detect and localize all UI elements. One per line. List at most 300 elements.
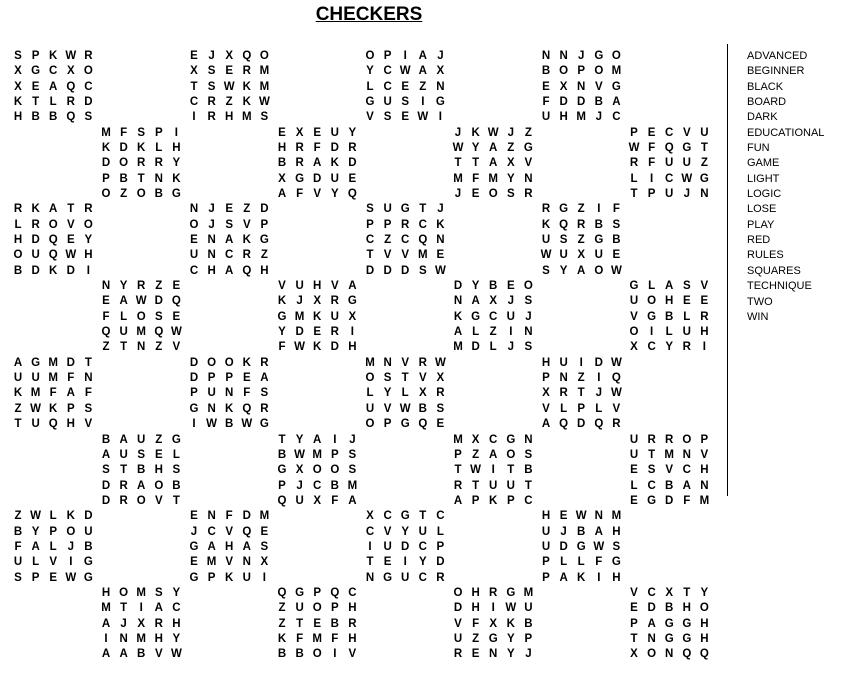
grid-letter: Q [48,249,58,262]
word-list-item: WIN [747,310,769,323]
grid-letter: N [101,280,111,293]
grid-letter: N [383,356,392,369]
grid-letter: U [119,326,128,339]
grid-letter: C [489,433,498,446]
grid-letter: D [665,494,674,507]
grid-letter: B [13,525,23,538]
grid-letter: R [295,142,304,155]
grid-letter: R [682,341,691,354]
grid-letter: E [260,525,269,538]
grid-letter: W [628,142,640,155]
grid-letter: Y [506,648,515,661]
grid-letter: B [137,464,146,477]
grid-letter: S [102,464,110,477]
word-list-item: RED [747,234,771,247]
grid-letter: L [577,556,585,569]
grid-letter: P [366,218,374,231]
grid-letter: V [665,464,674,477]
grid-letter: D [189,372,199,385]
grid-letter: M [611,510,622,523]
grid-letter: P [330,448,339,461]
grid-letter: J [454,188,462,201]
grid-letter: J [437,50,444,62]
grid-letter: D [559,96,568,109]
grid-letter: I [174,126,178,139]
grid-letter: H [700,617,709,630]
word-list-item: BOARD [747,96,787,109]
grid-letter: X [225,50,234,62]
grid-letter: N [524,172,533,185]
grid-letter: A [49,80,58,93]
grid-letter: E [313,326,322,339]
grid-letter: J [507,295,514,308]
grid-letter: Z [155,341,163,354]
grid-letter: F [49,387,57,400]
grid-letter: B [277,157,287,170]
grid-letter: N [524,433,533,446]
grid-letter: R [559,387,568,400]
grid-letter: O [83,218,93,231]
grid-letter: R [242,65,251,78]
grid-letter: E [401,80,410,93]
grid-letter: C [665,172,674,185]
grid-letter: O [647,648,657,661]
grid-letter: A [207,540,216,553]
grid-letter: Y [172,157,181,170]
grid-letter: Z [120,188,128,201]
grid-letter: E [313,617,322,630]
grid-letter: X [436,65,445,78]
grid-letter: Q [347,188,357,201]
grid-letter: U [31,418,40,431]
grid-letter: H [154,464,163,477]
grid-letter: C [489,310,498,323]
grid-letter: V [225,525,234,538]
grid-letter: I [491,464,495,477]
grid-letter: U [383,540,392,553]
grid-letter: C [365,234,375,247]
grid-letter: L [32,556,40,569]
grid-letter: K [313,341,322,354]
grid-letter: E [612,249,621,262]
grid-letter: K [489,494,498,507]
grid-letter: A [418,65,427,78]
grid-letter: C [612,111,621,124]
grid-letter: N [700,188,709,201]
grid-letter: J [525,648,532,661]
grid-letter: I [579,356,583,369]
grid-letter: U [682,157,691,170]
grid-letter: E [190,234,198,247]
grid-letter: U [665,188,674,201]
grid-letter: W [681,172,693,185]
grid-letter: B [577,525,586,538]
grid-letter: E [154,448,163,461]
grid-letter: V [630,586,638,599]
grid-letter: Q [242,264,252,277]
grid-letter: T [700,142,708,155]
grid-letter: W [399,65,411,78]
grid-letter: L [683,310,691,323]
grid-letter: C [172,602,181,615]
grid-letter: C [225,249,234,262]
grid-letter: E [348,172,357,185]
grid-letter: O [189,218,199,231]
grid-letter: U [541,525,551,538]
grid-letter: V [612,402,621,415]
grid-letter: O [312,648,322,661]
grid-letter: D [84,510,93,523]
grid-letter: V [172,341,181,354]
grid-letter: H [313,280,322,293]
grid-letter: D [154,295,163,308]
grid-letter: G [400,203,410,216]
grid-letter: W [30,402,42,415]
word-list-item: LOSE [747,203,777,216]
grid-letter: S [436,402,445,415]
grid-letter: V [630,310,638,323]
grid-letter: D [453,280,463,293]
grid-letter: U [137,433,146,446]
grid-letter: Y [366,65,374,78]
grid-letter: Q [242,525,252,538]
grid-letter: C [189,264,199,277]
grid-letter: D [101,157,111,170]
grid-letter: U [629,295,639,308]
word-list-item: PLAY [747,218,775,231]
grid-letter: T [120,602,128,615]
grid-letter: T [577,387,585,400]
grid-letter: H [225,540,234,553]
grid-letter: U [559,356,568,369]
grid-letter: V [418,372,427,385]
grid-letter: U [453,632,463,645]
grid-letter: M [312,448,322,461]
grid-letter: B [524,617,533,630]
grid-letter: L [630,172,638,185]
grid-letter: T [401,372,409,385]
grid-letter: G [576,540,586,553]
grid-letter: R [330,295,339,308]
grid-letter: R [348,142,357,155]
grid-letter: G [664,617,674,630]
grid-letter: K [471,126,480,139]
grid-letter: R [242,249,251,262]
grid-letter: A [682,479,691,492]
grid-letter: P [542,372,550,385]
grid-letter: O [259,50,269,62]
grid-letter: F [225,510,233,523]
grid-letter: U [629,448,639,461]
grid-letter: I [333,433,337,446]
grid-letter: D [594,356,603,369]
grid-letter: A [242,540,251,553]
grid-letter: C [365,525,375,538]
grid-letter: V [366,111,374,124]
grid-letter: K [577,571,586,584]
grid-letter: F [14,540,22,553]
grid-letter: B [524,464,533,477]
grid-letter: V [682,126,691,139]
grid-letter: N [189,203,199,216]
grid-letter: L [49,96,57,109]
grid-letter: A [137,479,146,492]
grid-letter: A [348,280,357,293]
grid-letter: U [629,433,639,446]
grid-letter: A [154,602,163,615]
grid-letter: K [225,402,234,415]
grid-letter: X [278,172,286,185]
grid-letter: T [630,188,638,201]
grid-letter: T [120,464,128,477]
grid-letter: K [172,172,181,185]
grid-letter: R [207,96,216,109]
grid-letter: D [295,326,304,339]
grid-letter: Z [700,157,708,170]
grid-letter: A [13,356,23,369]
grid-letter: V [242,218,251,231]
grid-letter: B [594,96,603,109]
grid-letter: O [699,602,709,615]
word-list-item: LIGHT [747,172,780,185]
word-list-item: DARK [747,111,778,124]
grid-letter: K [13,387,23,400]
word-list-item: FUN [747,142,770,155]
grid-letter: J [208,50,215,62]
grid-letter: W [593,540,605,553]
grid-letter: Z [384,234,392,247]
grid-letter: G [259,418,269,431]
grid-letter: S [647,464,656,477]
grid-letter: N [242,556,251,569]
grid-letter: E [559,510,568,523]
grid-letter: S [260,111,269,124]
grid-letter: X [137,617,146,630]
grid-letter: I [104,632,108,645]
grid-letter: A [66,387,75,400]
grid-letter: Y [559,264,568,277]
grid-letter: O [119,586,129,599]
grid-letter: H [207,264,216,277]
grid-letter: O [136,494,146,507]
grid-letter: J [190,525,198,538]
grid-letter: H [471,602,480,615]
grid-letter: O [647,295,657,308]
grid-letter: F [313,142,321,155]
grid-letter: C [524,494,533,507]
grid-letter: H [612,571,621,584]
grid-letter: U [541,111,551,124]
grid-letter: A [101,617,111,630]
grid-letter: B [84,540,93,553]
grid-letter: P [260,218,269,231]
grid-letter: G [83,571,93,584]
grid-letter: O [136,188,146,201]
grid-letter: O [594,65,604,78]
grid-letter: Y [31,525,40,538]
grid-letter: Q [682,648,692,661]
grid-letter: M [453,172,463,185]
grid-letter: K [277,632,287,645]
grid-letter: A [489,142,498,155]
grid-letter: V [383,402,392,415]
grid-letter: F [683,494,691,507]
grid-letter: B [489,280,498,293]
grid-letter: P [190,387,198,400]
grid-letter: U [119,448,128,461]
grid-letter: V [383,249,392,262]
grid-letter: X [66,65,75,78]
grid-letter: J [296,295,303,308]
grid-letter: W [540,249,552,262]
grid-letter: O [312,464,322,477]
grid-letter: U [506,310,515,323]
grid-letter: Z [472,448,480,461]
grid-letter: I [649,326,654,339]
grid-letter: E [190,50,198,62]
grid-letter: D [31,234,40,247]
grid-letter: T [278,433,286,446]
grid-letter: G [488,632,498,645]
grid-letter: J [208,203,215,216]
grid-letter: D [577,96,586,109]
grid-letter: R [401,218,410,231]
grid-letter: Y [278,326,286,339]
grid-letter: R [31,218,40,231]
grid-letter: F [542,96,550,109]
grid-letter: S [348,448,357,461]
grid-letter: S [172,464,181,477]
grid-letter: K [541,218,551,231]
grid-letter: U [31,372,40,385]
word-list-item: SQUARES [747,264,801,277]
grid-letter: R [330,326,339,339]
grid-letter: V [542,402,550,415]
grid-letter: U [242,571,251,584]
grid-letter: E [630,602,638,615]
grid-letter: O [154,479,164,492]
grid-letter: R [453,479,463,492]
grid-letter: S [207,80,216,93]
grid-letter: D [101,479,111,492]
grid-letter: J [507,341,514,354]
grid-letter: K [506,617,515,630]
grid-letter: M [101,602,111,615]
grid-letter: N [577,80,586,93]
grid-letter: H [348,632,357,645]
grid-letter: P [700,433,709,446]
grid-letter: A [348,494,357,507]
grid-letter: U [594,249,603,262]
grid-letter: W [470,464,482,477]
grid-letter: Z [243,203,251,216]
grid-letter: Z [278,617,286,630]
grid-letter: R [629,157,639,170]
grid-letter: I [597,203,601,216]
grid-letter: M [664,448,674,461]
grid-letter: E [630,494,638,507]
grid-letter: T [630,632,638,645]
grid-letter: D [401,264,410,277]
grid-letter: S [260,387,269,400]
grid-letter: Z [14,402,22,415]
grid-letter: E [700,295,709,308]
grid-letter: B [13,264,23,277]
grid-letter: V [401,249,410,262]
grid-letter: R [84,203,93,216]
grid-letter: E [172,310,181,323]
grid-letter: K [101,142,111,155]
grid-letter: F [296,632,304,645]
grid-letter: P [383,50,392,62]
grid-letter: U [330,126,339,139]
grid-letter: B [665,479,674,492]
grid-letter: P [471,494,480,507]
grid-letter: Q [48,418,58,431]
grid-letter: G [471,310,481,323]
grid-letter: G [277,310,287,323]
grid-letter: O [488,188,498,201]
grid-letter: F [67,372,75,385]
grid-letter: R [137,280,146,293]
grid-letter: Y [506,172,515,185]
grid-letter: A [665,280,674,293]
grid-letter: D [577,418,586,431]
grid-letter: D [260,203,269,216]
grid-letter: R [84,50,93,62]
grid-letter: U [295,602,304,615]
grid-letter: D [436,556,445,569]
grid-letter: Q [330,586,340,599]
grid-letter: M [206,556,217,569]
grid-letter: Q [277,586,287,599]
grid-letter: S [524,295,533,308]
grid-letter: R [489,586,498,599]
grid-letter: N [137,341,146,354]
grid-letter: N [453,295,463,308]
grid-letter: C [682,464,691,477]
grid-letter: K [49,50,58,62]
grid-letter: P [31,571,40,584]
grid-letter: R [577,218,586,231]
grid-letter: Z [472,632,480,645]
grid-letter: N [365,571,375,584]
grid-letter: W [399,402,411,415]
grid-letter: B [172,479,181,492]
grid-letter: U [295,494,304,507]
grid-letter: U [401,571,410,584]
grid-letter: T [524,479,532,492]
grid-letter: R [524,188,533,201]
grid-letter: U [84,525,93,538]
grid-letter: A [559,571,568,584]
grid-letter: X [559,80,568,93]
grid-letter: E [31,80,40,93]
grid-letter: E [436,418,445,431]
grid-letter: B [665,602,674,615]
grid-letter: K [277,295,287,308]
grid-letter: G [365,96,375,109]
grid-letter: T [472,479,480,492]
grid-letter: J [296,479,303,492]
grid-letter: I [192,418,196,431]
grid-letter: A [471,295,480,308]
grid-letter: M [453,341,463,354]
grid-letter: C [207,525,216,538]
grid-letter: Z [577,372,585,385]
grid-letter: G [682,142,692,155]
grid-letter: I [649,172,654,185]
